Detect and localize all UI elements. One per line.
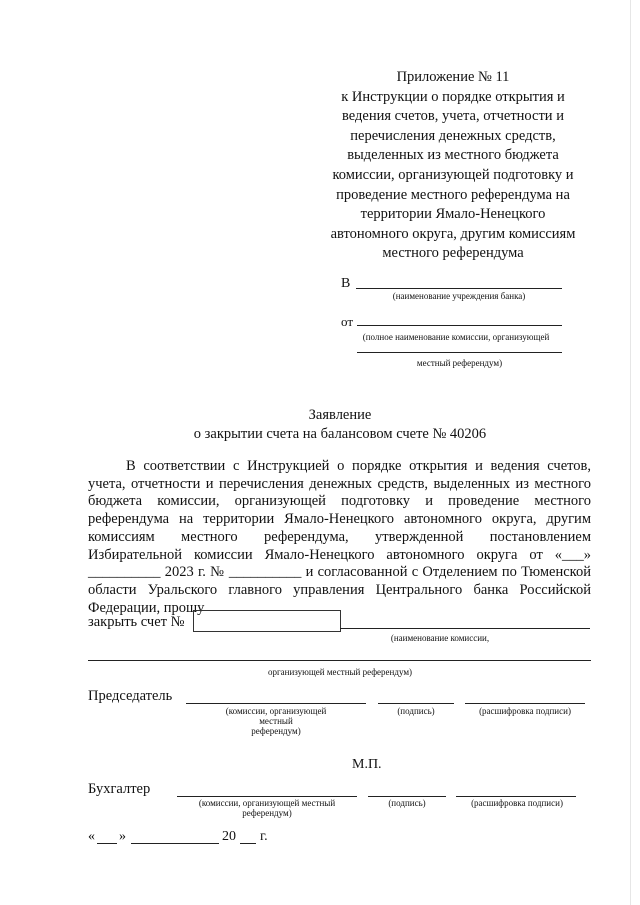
appendix-header bbox=[318, 68, 588, 264]
accountant-commission-caption-2: референдум) bbox=[242, 808, 292, 818]
appendix-line-1: к Инструкции о порядке открытия и bbox=[341, 88, 565, 105]
accountant-decode-caption: (расшифровка подписи) bbox=[471, 798, 563, 808]
from-prefix: от bbox=[341, 314, 354, 329]
accountant-signature-caption: (подпись) bbox=[388, 798, 426, 808]
appendix-line-4: выделенных из местного бюджета bbox=[347, 147, 559, 164]
to-prefix: В bbox=[341, 276, 351, 291]
accountant-decode-line[interactable] bbox=[456, 796, 576, 797]
appendix-line-3: перечисления денежных средств, bbox=[350, 127, 556, 144]
date-month-line[interactable] bbox=[131, 843, 219, 844]
date-close-quote: » bbox=[119, 829, 126, 844]
date-day-line[interactable] bbox=[97, 843, 117, 844]
chairman-signature-line[interactable] bbox=[378, 703, 454, 704]
chairman-decode-line[interactable] bbox=[465, 703, 585, 704]
chairman-commission-line[interactable] bbox=[186, 703, 366, 704]
accountant-signature-line[interactable] bbox=[368, 796, 446, 797]
accountant-commission-caption bbox=[196, 798, 338, 818]
chairman-commission-caption-2: референдум) bbox=[251, 726, 301, 736]
date-open-quote: « bbox=[88, 829, 95, 844]
chairman-signature-caption: (подпись) bbox=[397, 706, 435, 716]
body-paragraph bbox=[88, 458, 591, 617]
commission-name-caption: (полное наименование комиссии, организующей bbox=[362, 332, 550, 342]
accountant-commission-caption-1: (комиссии, организующей местный bbox=[198, 798, 336, 808]
accountant-label: Бухгалтер bbox=[88, 781, 151, 797]
date-year-line[interactable] bbox=[240, 843, 256, 844]
commission-name-line-2[interactable] bbox=[357, 352, 562, 353]
accountant-commission-line[interactable] bbox=[177, 796, 357, 797]
appendix-line-7: территории Ямало-Ненецкого bbox=[360, 206, 546, 223]
chairman-label: Председатель bbox=[88, 688, 173, 704]
chairman-decode-caption: (расшифровка подписи) bbox=[479, 706, 571, 716]
appendix-line-5: комиссии, организующей подготовку и bbox=[332, 166, 574, 183]
commission-name-line[interactable] bbox=[357, 325, 562, 326]
document-title bbox=[0, 406, 640, 444]
commission-caption: (наименование комиссии, bbox=[390, 633, 490, 643]
document-title-line-1: Заявление bbox=[308, 407, 372, 423]
date-suffix: г. bbox=[260, 829, 268, 844]
commission-line-2[interactable] bbox=[88, 660, 591, 661]
appendix-line-6: проведение местного референдума на bbox=[336, 186, 570, 203]
bank-name-caption: (наименование учреждения банка) bbox=[392, 291, 526, 301]
chairman-commission-caption bbox=[214, 706, 338, 736]
bank-name-line[interactable] bbox=[356, 288, 562, 289]
page-edge bbox=[630, 0, 631, 905]
commission-line[interactable] bbox=[340, 628, 590, 629]
document-title-line-2: о закрытии счета на балансовом счете № 40206 bbox=[193, 426, 487, 442]
appendix-line-2: ведения счетов, учета, отчетности и bbox=[342, 108, 564, 125]
body-text: В соответствии с Инструкцией о порядке открытия и ведения счетов, учета, отчетности и перечисления денежных средств, выделенных из местного бюджета комиссии, организующей подготовку и проведение местного референдума на территории Ямало-Ненецкого автономного округа, другим комиссиям местного референдума, утвержденной постановлением Избирательной комиссии Ямало-Ненецкого автономного округа от «___» __________ 2023 г. № __________ и согласованной с Отделением по Тюменской области Уральского главного управления Центрального банка Российской Федерации, прошу bbox=[88, 458, 591, 616]
close-account-label: закрыть счет № bbox=[88, 614, 185, 630]
commission-name-caption-2: местный референдум) bbox=[416, 358, 503, 368]
appendix-title: Приложение № 11 bbox=[396, 69, 510, 85]
stamp-place: М.П. bbox=[352, 757, 382, 772]
account-number-field[interactable] bbox=[193, 610, 341, 632]
date-year-prefix: 20 bbox=[222, 829, 236, 844]
commission-caption-2: организующей местный референдум) bbox=[267, 667, 413, 677]
appendix-line-9: местного референдума bbox=[382, 245, 524, 262]
appendix-line-8: автономного округа, другим комиссиям bbox=[330, 225, 576, 242]
chairman-commission-caption-1: (комиссии, организующей местный bbox=[225, 706, 327, 726]
